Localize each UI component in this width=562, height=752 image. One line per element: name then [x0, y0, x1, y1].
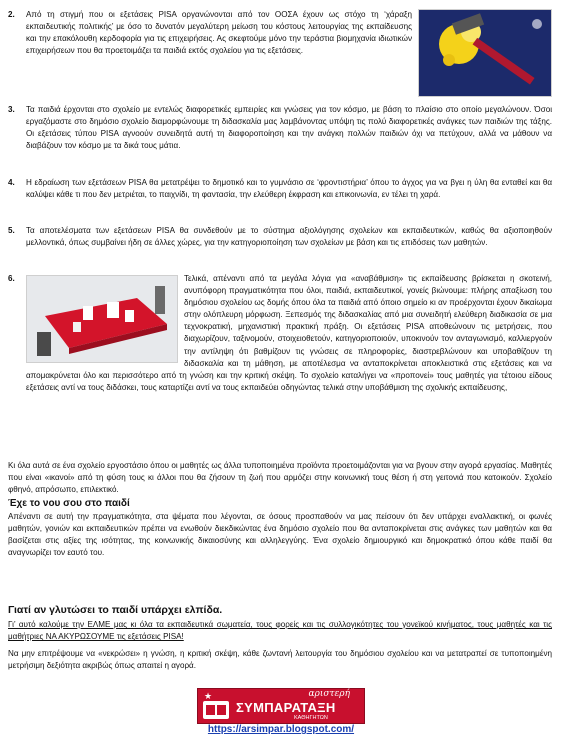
section-heading-hope: Γιατί αν γλυτώσει το παιδί υπάρχει ελπίδα. — [8, 604, 223, 616]
section-heading-child: Έχε το νου σου στο παιδί — [8, 498, 130, 509]
logo-subtitle: ΚΑΘΗΓΗΤΩΝ — [294, 715, 328, 721]
logo-name: ΣΥΜΠΑΡΑΤΑΞΗ — [236, 700, 336, 715]
symparataxi-logo — [197, 688, 365, 724]
star-icon: ★ — [204, 691, 213, 701]
item-number: 3. — [8, 105, 15, 114]
list-item-3: 3. Τα παιδιά έρχονται στο σχολείο με εντελώς διαφορετικές εμπειρίες και γνώσεις για τον κόσμο, με βάση το πλαίσιο στο οποίο μεγαλώνουν. Όσοι εργαζόμαστε στο δημόσιο σχολείο διαμορφώνουμε τη διδασκαλία μας λαμβάνοντας υπόψη τις πολύ διαφορετικές ανάγκες των παιδιών της τάξης. Οι εξετάσεις τύπου PISA αγνοούν συνειδητά αυτή τη διαφοροποίηση και την ανάγκη πολλών παιδιών όχι να πετύχουν, αλλά να μάθουν να διαβάζουν τον κόσμο με τα δικά τους μάτια. — [8, 105, 552, 151]
list-item-2: 2. Από τη στιγμή που οι εξετάσεις PISA οργανώνονται από τον ΟΟΣΑ έχουν ως στόχο τη ‘χάραξη εκπαιδευτικής πολιτικής’ με όσο το δυνατόν μεγαλύτερη μείωση του κόστους λειτουργίας της εκπαίδευσης και την επακόλουθη κερδοφορία για τις επιχειρήσεις. Ας σκεφτούμε μόνο την τεράστια βιομηχανία ιδιωτικών επιχειρήσεων που θα προετοιμάζει τα παιδιά εκτός σχολείου για τις εξετάσεις. — [8, 9, 552, 99]
blog-link[interactable]: https://arsimpar.blogspot.com/ — [207, 724, 355, 735]
logo-tagline: αριστερή — [308, 689, 350, 699]
item-number: 2. — [8, 10, 15, 19]
list-item-6: 6. Τελικά, απέναντι από τα μεγάλα λόγια για «αναβάθμιση» τις εκπαίδευσης βρίσκεται η σκοτεινή, ανυπόφορη πραγματικότητα που όλοι, παιδιά, εκπαιδευτικοί, γονείς βιώνουμε: πλήρης απαξίωση του δημόσιου σχολείου ως δομής όπου όλα τα παιδιά από όποιο σημείο κι αν προέρχονται έχουν δικαίωμα στην ολόπλευρη μόρφωση. Ξεπεσμός της διδασκαλίας από μια συνειδητή ελεύθερη διαδικασία σε μια τεχνοκρατική, μηχανιστική πρακτική πράξη. Οι εξετάσεις PISA αποθεώνουν τις μετρήσεις, που διαχωρίζουν, ταξινομούν, στοιχειοθετούν, κατηγοριοποιούν, υποκινούν τον ανταγωνισμό, καλλιεργούν την αντίληψη ότι βαθμίζουν τις γνώσεις σε πληροφορίες, διαστρεβλώνουν και υποβαθίζουν τη διδασκαλία και τη μάθηση, με αποτέλεσμα να ανταποκρίνεται αποκλειστικά στις εξετάσεις και να απομακρύνεται όλο και περισσότερο από τη γνώση και την κριτική σκέψη. Το σχολείο καταλήγει να «προπονεί» τους μαθητές για τέτοιου είδους εξετάσεις αντί να τους διδάσκει, τους καταρτίζει αντί να τους εκπαιδεύει οδηγώντας τελικά στην υποβάθμιση της σχολικής εκπαίδευσης, — [8, 274, 552, 392]
item-number: 4. — [8, 178, 15, 187]
list-item-4: 4. Η εδραίωση των εξετάσεων PISA θα μετατρέψει το δημοτικό και το γυμνάσιο σε ‘φροντιστήρια’ όπου το άγχος για να βγει η ύλη θα ενταθεί και θα καλύψει κάθε τι που δεν μετριέται, το παιχνίδι, τη φαντασία, την ελεύθερη έκφραση και επικοινωνία, εν τέλει τη χαρά. — [8, 178, 552, 200]
hammer-lightbulb-image — [418, 9, 552, 97]
classroom-table-image — [26, 275, 178, 363]
closing-text: Να μην επιτρέψουμε να «νεκρώσει» η γνώση, η κριτική σκέψη, κάθε ζωντανή λειτουργία του δημόσιου σχολείου και να μετατραπεί σε τυποποιημένη μετρήσιμη δεξιότητα ακριβώς όπως απαιτεί η αγορά. — [8, 649, 552, 671]
call-to-action: Γι’ αυτό καλούμε την ΕΛΜΕ μας κι όλα τα εκπαιδευτικά σωματεία, τους φορείς και τις συλλογικότητες του γονεϊκού κινήματος, τους μαθητές και τις μαθήτριες ΝΑ ΑΚΥΡΩΣΟΥΜΕ τις εξετάσεις PISA! — [8, 620, 552, 642]
item-number: 5. — [8, 226, 15, 235]
list-item-5: 5. Τα αποτελέσματα των εξετάσεων PISA θα συνδεθούν με το σύστημα αξιολόγησης σχολείων και εκπαιδευτικών, καθώς θα αξιοποιηθούν μελλοντικά, όπως συμβαίνει ήδη σε άλλες χώρες, για την κατηγοριοποίηση των σχολείων με βάση και τις επιδόσεις των μαθητών. — [8, 226, 552, 248]
section-text-child: Απέναντι σε αυτή την πραγματικότητα, στα ψέματα που λέγονται, σε όσους προσπαθούν να μας πείσουν ότι δεν υπάρχει εναλλακτική, οι φωνές μαθητών, γονιών και εκπαιδευτικών πρέπει να ενωθούν διεκδικώντας ένα δημόσιο σχολείο που θα ανταποκρίνεται στις ανάγκες των μαθητών και θα βασίζεται στις αξίες της ισότητας, της κοινωνικής δικαιοσύνης και αλληλεγγύης. Ένα σχολείο δημιουργικό και δημοκρατικό όπου κάθε παιδί θα αναγνωρίζει τον εαυτό του. — [8, 512, 552, 558]
book-emblem-icon — [203, 701, 229, 719]
closing-paragraph: Κι όλα αυτά σε ένα σχολείο εργοστάσιο όπου οι μαθητές ως άλλα τυποποιημένα προϊόντα προετοιμάζονται για να βγουν στην αγορά εργασίας. Μαθητές που είναι «ικανοί» από τη φύση τους κι άλλοι που θα ζήσουν τη ζωή που αρμόζει στην κοινωνική τους θέση ή στη γειτονιά που κατοικούν. Σχολείο φθηνό, απρόσωπο, επιλεκτικό. — [8, 461, 552, 495]
item-number: 6. — [8, 274, 15, 283]
